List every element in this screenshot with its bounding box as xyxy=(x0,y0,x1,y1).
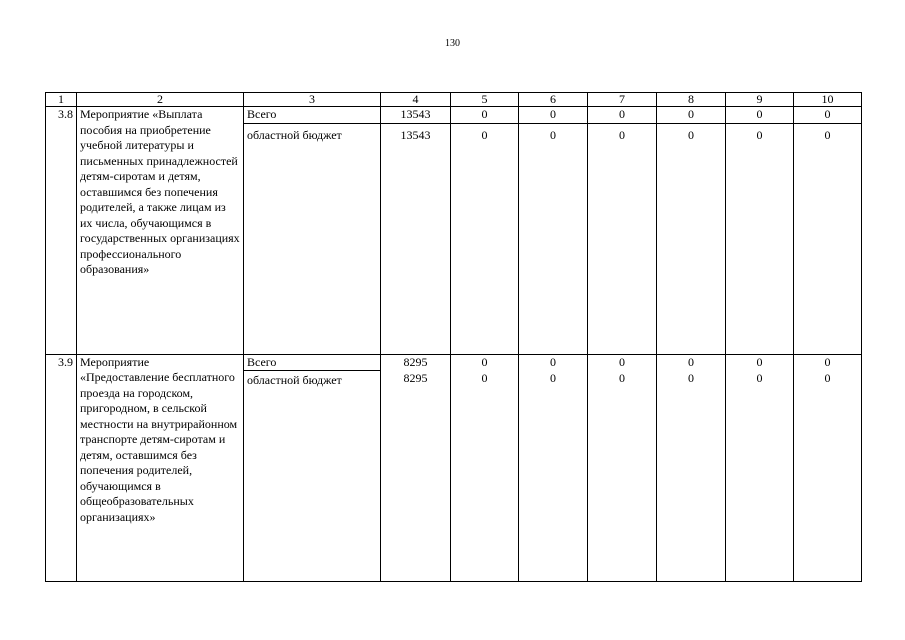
value-col-5: 0 xyxy=(451,371,519,582)
header-cell-5: 5 xyxy=(451,93,519,107)
value-col-10: 0 xyxy=(794,123,862,354)
table-row xyxy=(46,107,862,124)
value-col-7: 0 xyxy=(588,107,657,124)
value-col-4: 13543 xyxy=(381,123,451,354)
activity-name: Мероприятие «Предоставление бесплатного проезда на городском, пригородном, в сельской местности на внутрирайонном транспорте детям-сиротам и детям, оставшимся без попечения родителей, обучающимся в общеобразовательных организациях» xyxy=(77,354,244,582)
value-col-5: 0 xyxy=(451,123,519,354)
source-label: Всего xyxy=(244,107,381,124)
value-col-5: 0 xyxy=(451,354,519,371)
source-label: областной бюджет xyxy=(244,371,381,582)
value-col-7: 0 xyxy=(588,354,657,371)
row-index: 3.8 xyxy=(46,107,77,355)
value-col-8: 0 xyxy=(657,123,726,354)
header-cell-3: 3 xyxy=(244,93,381,107)
value-col-5: 0 xyxy=(451,107,519,124)
value-col-6: 0 xyxy=(519,123,588,354)
value-col-10: 0 xyxy=(794,354,862,371)
value-col-7: 0 xyxy=(588,371,657,582)
value-col-8: 0 xyxy=(657,354,726,371)
value-col-8: 0 xyxy=(657,371,726,582)
activity-name: Мероприятие «Выплата пособия на приобретение учебной литературы и письменных принадлежностей детям-сиротам и детям, оставшимся без попечения родителей, а также лицам из их числа, обучающимся в государственных организациях профессионального образования» xyxy=(77,107,244,355)
value-col-10: 0 xyxy=(794,371,862,582)
header-cell-1: 1 xyxy=(46,93,77,107)
row-index: 3.9 xyxy=(46,354,77,582)
value-col-4: 13543 xyxy=(381,107,451,124)
value-col-6: 0 xyxy=(519,107,588,124)
header-row xyxy=(46,93,862,107)
source-label: Всего xyxy=(244,354,381,371)
value-col-10: 0 xyxy=(794,107,862,124)
value-col-6: 0 xyxy=(519,354,588,371)
header-cell-7: 7 xyxy=(588,93,657,107)
table-row xyxy=(46,354,862,371)
header-cell-4: 4 xyxy=(381,93,451,107)
page-number: 130 xyxy=(445,38,460,49)
value-col-8: 0 xyxy=(657,107,726,124)
value-col-9: 0 xyxy=(726,107,794,124)
source-label: областной бюджет xyxy=(244,123,381,354)
value-col-4: 8295 xyxy=(381,371,451,582)
header-cell-10: 10 xyxy=(794,93,862,107)
header-cell-6: 6 xyxy=(519,93,588,107)
value-col-9: 0 xyxy=(726,123,794,354)
header-cell-8: 8 xyxy=(657,93,726,107)
header-cell-9: 9 xyxy=(726,93,794,107)
budget-table xyxy=(45,92,862,582)
value-col-4: 8295 xyxy=(381,354,451,371)
value-col-6: 0 xyxy=(519,371,588,582)
value-col-9: 0 xyxy=(726,354,794,371)
value-col-7: 0 xyxy=(588,123,657,354)
header-cell-2: 2 xyxy=(77,93,244,107)
value-col-9: 0 xyxy=(726,371,794,582)
